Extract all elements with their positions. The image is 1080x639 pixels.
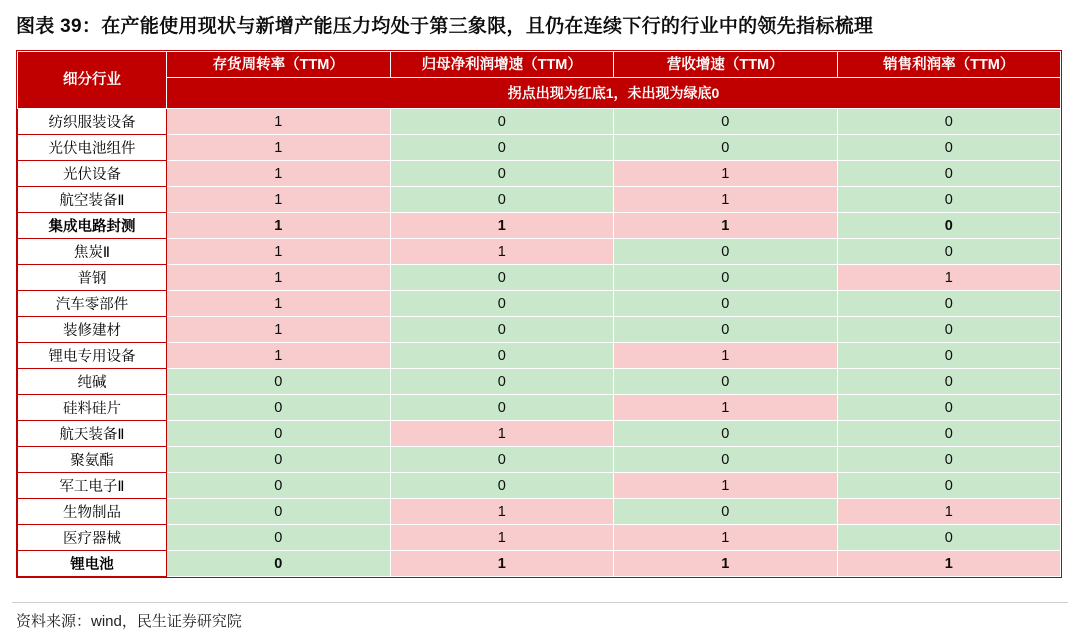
table-row: [18, 447, 1061, 473]
row-industry-label: 光伏电池组件: [18, 135, 167, 161]
row-value-cell: 1: [167, 109, 391, 135]
row-industry-label: 生物制品: [18, 499, 167, 525]
row-value-cell: 0: [167, 369, 391, 395]
row-value-cell: 0: [614, 369, 838, 395]
row-industry-label: 焦炭Ⅱ: [18, 239, 167, 265]
row-value-cell: 1: [390, 239, 614, 265]
row-value-cell: 0: [837, 213, 1061, 239]
row-value-cell: 0: [614, 291, 838, 317]
row-value-cell: 1: [614, 343, 838, 369]
row-value-cell: 0: [614, 447, 838, 473]
row-value-cell: 1: [614, 395, 838, 421]
row-value-cell: 0: [390, 317, 614, 343]
row-value-cell: 0: [614, 499, 838, 525]
row-value-cell: 0: [837, 187, 1061, 213]
row-value-cell: 0: [837, 135, 1061, 161]
row-industry-label: 装修建材: [18, 317, 167, 343]
row-value-cell: 0: [614, 239, 838, 265]
row-industry-label: 纯碱: [18, 369, 167, 395]
row-value-cell: 0: [837, 525, 1061, 551]
row-value-cell: 1: [837, 551, 1061, 577]
row-value-cell: 0: [614, 317, 838, 343]
row-value-cell: 0: [614, 265, 838, 291]
row-value-cell: 0: [390, 187, 614, 213]
table-row: [18, 525, 1061, 551]
column-header-net-profit-growth: 归母净利润增速（TTM）: [390, 52, 614, 78]
row-value-cell: 0: [167, 447, 391, 473]
table-header-row: [18, 52, 1061, 78]
source-note: 资料来源：wind，民生证券研究院: [16, 613, 242, 630]
row-value-cell: 0: [390, 369, 614, 395]
row-industry-label: 纺织服装设备: [18, 109, 167, 135]
row-industry-label: 医疗器械: [18, 525, 167, 551]
row-value-cell: 0: [390, 473, 614, 499]
row-value-cell: 0: [837, 473, 1061, 499]
row-value-cell: 0: [837, 161, 1061, 187]
indicator-table: [17, 51, 1061, 577]
row-value-cell: 1: [167, 213, 391, 239]
row-value-cell: 0: [167, 525, 391, 551]
row-value-cell: 0: [837, 317, 1061, 343]
table-header: [18, 52, 1061, 109]
row-value-cell: 0: [390, 135, 614, 161]
row-value-cell: 0: [167, 499, 391, 525]
row-value-cell: 0: [167, 395, 391, 421]
row-value-cell: 0: [837, 421, 1061, 447]
footer-divider: [12, 602, 1068, 603]
row-value-cell: 1: [614, 473, 838, 499]
row-value-cell: 1: [167, 239, 391, 265]
row-value-cell: 1: [614, 551, 838, 577]
table-row: [18, 291, 1061, 317]
row-value-cell: 1: [614, 525, 838, 551]
table-row: [18, 187, 1061, 213]
row-value-cell: 0: [837, 395, 1061, 421]
row-value-cell: 1: [390, 213, 614, 239]
table-body: [18, 109, 1061, 577]
table-row: [18, 161, 1061, 187]
row-value-cell: 0: [390, 265, 614, 291]
row-industry-label: 集成电路封测: [18, 213, 167, 239]
table-row: [18, 369, 1061, 395]
row-value-cell: 1: [614, 187, 838, 213]
row-industry-label: 硅料硅片: [18, 395, 167, 421]
row-value-cell: 1: [837, 499, 1061, 525]
row-industry-label: 军工电子Ⅱ: [18, 473, 167, 499]
table-row: [18, 317, 1061, 343]
row-value-cell: 1: [167, 161, 391, 187]
row-value-cell: 1: [390, 421, 614, 447]
row-value-cell: 0: [167, 473, 391, 499]
row-value-cell: 0: [390, 161, 614, 187]
row-industry-label: 普钢: [18, 265, 167, 291]
row-value-cell: 1: [614, 161, 838, 187]
row-value-cell: 1: [390, 551, 614, 577]
row-industry-label: 锂电专用设备: [18, 343, 167, 369]
row-industry-label: 汽车零部件: [18, 291, 167, 317]
row-value-cell: 0: [837, 291, 1061, 317]
row-value-cell: 1: [167, 343, 391, 369]
table-row: [18, 265, 1061, 291]
column-header-profit-margin: 销售利润率（TTM）: [837, 52, 1061, 78]
row-industry-label: 聚氨酯: [18, 447, 167, 473]
table-row: [18, 239, 1061, 265]
row-value-cell: 0: [390, 291, 614, 317]
row-value-cell: 0: [614, 109, 838, 135]
row-industry-label: 锂电池: [18, 551, 167, 577]
column-header-revenue-growth: 营收增速（TTM）: [614, 52, 838, 78]
row-value-cell: 0: [837, 109, 1061, 135]
row-value-cell: 1: [167, 187, 391, 213]
table-subnote-row: [18, 78, 1061, 109]
row-value-cell: 1: [167, 317, 391, 343]
row-value-cell: 0: [614, 135, 838, 161]
row-value-cell: 1: [390, 499, 614, 525]
row-value-cell: 1: [837, 265, 1061, 291]
table-row: [18, 213, 1061, 239]
page-title: 图表 39：在产能使用现状与新增产能压力均处于第三象限，且仍在连续下行的行业中的领先指标梳理: [16, 16, 874, 37]
row-value-cell: 1: [167, 291, 391, 317]
row-value-cell: 0: [390, 395, 614, 421]
table-row: [18, 551, 1061, 577]
table-row: [18, 135, 1061, 161]
table-row: [18, 343, 1061, 369]
table-row: [18, 395, 1061, 421]
row-value-cell: 0: [167, 421, 391, 447]
row-value-cell: 0: [837, 239, 1061, 265]
row-value-cell: 0: [837, 369, 1061, 395]
column-header-inventory-turnover: 存货周转率（TTM）: [167, 52, 391, 78]
table-row: [18, 109, 1061, 135]
row-value-cell: 1: [390, 525, 614, 551]
row-value-cell: 0: [837, 447, 1061, 473]
row-value-cell: 1: [614, 213, 838, 239]
table-container: [16, 50, 1062, 578]
row-value-cell: 1: [167, 265, 391, 291]
table-subnote: 拐点出现为红底1，未出现为绿底0: [167, 78, 1061, 109]
row-value-cell: 0: [390, 109, 614, 135]
row-industry-label: 航空装备Ⅱ: [18, 187, 167, 213]
row-value-cell: 0: [390, 447, 614, 473]
row-value-cell: 0: [837, 343, 1061, 369]
table-row: [18, 473, 1061, 499]
table-row: [18, 499, 1061, 525]
row-value-cell: 0: [167, 551, 391, 577]
row-industry-label: 光伏设备: [18, 161, 167, 187]
row-value-cell: 1: [167, 135, 391, 161]
row-value-cell: 0: [614, 421, 838, 447]
table-row: [18, 421, 1061, 447]
row-industry-label: 航天装备Ⅱ: [18, 421, 167, 447]
row-value-cell: 0: [390, 343, 614, 369]
column-header-industry: 细分行业: [18, 52, 167, 109]
